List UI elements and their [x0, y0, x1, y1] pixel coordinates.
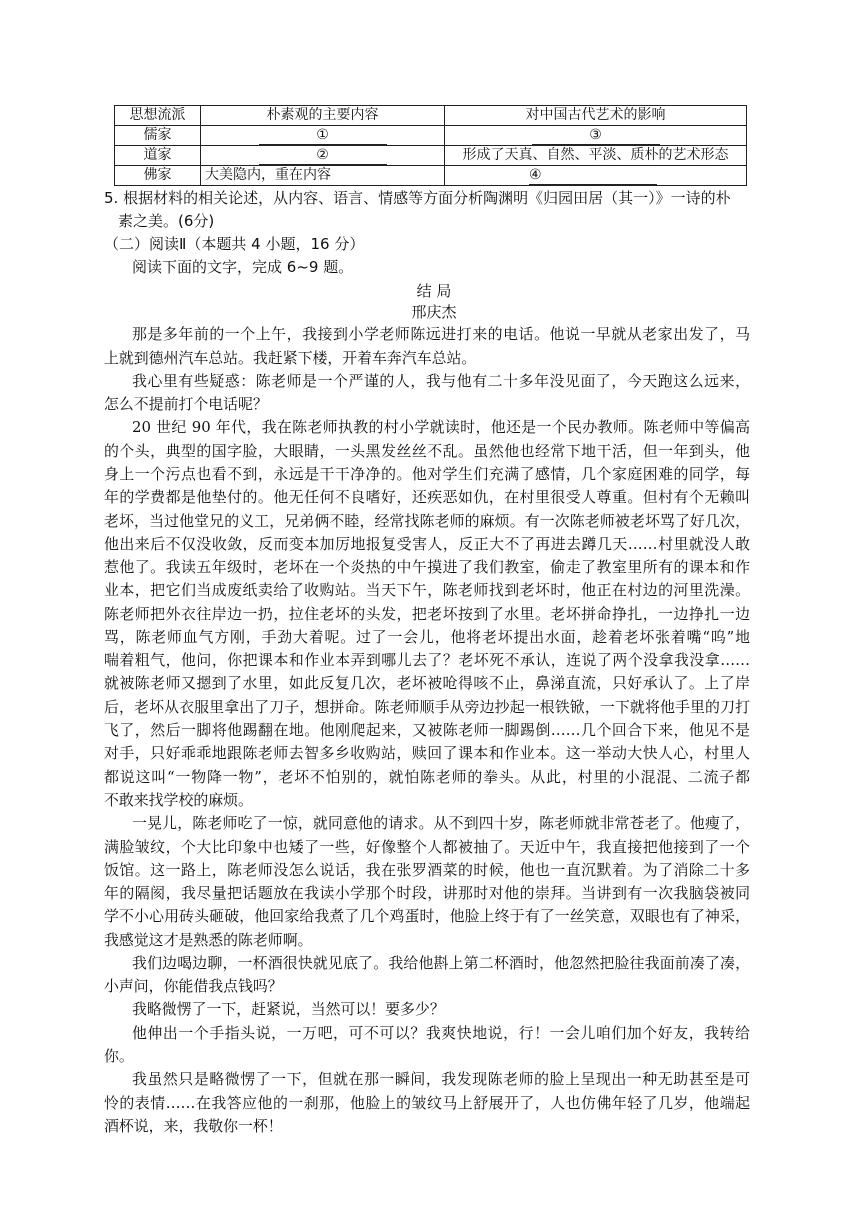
- story-line: 陈老师把外衣往岸边一扔，拉住老坏的头发，把老坏按到了水里。老坏拼命挣扎，一边挣扎一边: [104, 605, 750, 623]
- school-cell: 儒家: [115, 126, 201, 146]
- table-row: [115, 126, 747, 146]
- fill-blank: ②: [259, 147, 387, 165]
- section-heading: （二）阅读Ⅱ（本题共 4 小题，16 分）: [104, 235, 365, 253]
- story-line: 我略微愣了一下，赶紧说，当然可以！要多少？: [132, 1000, 445, 1018]
- story-line: 满脸皱纹，个大比印象中也矮了一些，好像整个人都被抽了。天近中午，我直接把他接到了一个: [104, 838, 750, 856]
- story-line: 上就到德州汽车总站。我赶紧下楼，开着车奔汽车总站。: [104, 349, 477, 367]
- content-cell: 大美隐内，重在内容: [201, 166, 445, 186]
- story-line: 都说这叫“一物降一物”，老坏不怕别的，就怕陈老师的拳头。从此，村里的小混混、二流子都: [104, 768, 750, 786]
- story-line: 他出来后不仅没收敛，反而变本加厉地报复受害人，反正大不了再进去蹲几天……村里就没人敢: [104, 535, 750, 553]
- story-line: 他伸出一个手指头说，一万吧，可不可以？我爽快地说，行！一会儿咱们加个好友，我转给: [132, 1024, 750, 1042]
- story-line: 年的隔阂，我尽量把话题放在我读小学那个时段，讲那时对他的崇拜。当讲到有一次我脑袋被同: [104, 884, 750, 902]
- influence-cell: 形成了天真、自然、平淡、质朴的艺术形态: [445, 146, 747, 166]
- story-line: 我虽然只是略微愣了一下，但就在那一瞬间，我发现陈老师的脸上呈现出一种无助甚至是可: [132, 1070, 750, 1088]
- table-header-cell: 思想流派: [115, 106, 201, 126]
- story-line: 我们边喝边聊，一杯酒很快就见底了。我给他斟上第二杯酒时，他忽然把脸往我面前凑了凑，: [132, 954, 750, 972]
- comparison-table: [114, 105, 747, 186]
- story-line: 酒杯说，来，我敬你一杯！: [104, 1117, 283, 1135]
- story-line: 年的学费都是他垫付的。他无任何不良嗜好，还疾恶如仇，在村里很受人尊重。但村有个无赖叫: [104, 488, 750, 506]
- story-line: 20 世纪 90 年代，我在陈老师执教的村小学就读时，他还是一个民办教师。陈老师中等偏高: [132, 418, 750, 436]
- story-line: 就被陈老师又摁到了水里，如此反复几次，老坏被呛得咳不止，鼻涕直流，只好承认了。上了岸: [104, 674, 750, 692]
- fill-blank: ③: [532, 127, 660, 145]
- story-line: 我感觉这才是熟悉的陈老师啊。: [104, 931, 313, 949]
- story-author: 邢庆杰: [411, 303, 457, 321]
- story-line: 业本，把它们当成废纸卖给了收购站。当天下午，陈老师找到老坏时，他正在村边的河里洗澡。: [104, 581, 750, 599]
- question-5-line-1: 5. 根据材料的相关论述，从内容、语言、情感等方面分析陶渊明《归园田居（其一）》一诗的朴: [104, 189, 731, 207]
- story-line: 小声问，你能借我点钱吗？: [104, 977, 283, 995]
- content-cell: [201, 126, 445, 146]
- influence-cell: [445, 166, 747, 186]
- table-row: [115, 166, 747, 186]
- table-header-cell: 朴素观的主要内容: [201, 106, 445, 126]
- story-line: 后，老坏从衣服里拿出了刀子，想拼命。陈老师顺手从旁边抄起一根铁锨，一下就将他手里的刀打: [104, 698, 750, 716]
- story-title: 结 局: [416, 282, 452, 300]
- story-line: 你。: [104, 1047, 134, 1065]
- school-cell: 道家: [115, 146, 201, 166]
- table-header-cell: 对中国古代艺术的影响: [445, 106, 747, 126]
- table-row: [115, 146, 747, 166]
- story-line: 我心里有些疑惑：陈老师是一个严谨的人，我与他有二十多年没见面了，今天跑这么远来，: [132, 372, 750, 390]
- story-line: 怎么不提前打个电话呢？: [104, 395, 268, 413]
- fill-blank: ①: [259, 127, 387, 145]
- fill-blank: ④: [529, 167, 657, 185]
- question-5-line-2: 素之美。(6分): [118, 212, 215, 230]
- story-line: 饭馆。这一路上，陈老师没怎么说话，我在张罗酒菜的时候，他也一直沉默着。为了消除二十多: [104, 861, 750, 879]
- story-line: 怜的表情……在我答应他的一刹那，他脸上的皱纹马上舒展开了，人也仿佛年轻了几岁，他端起: [104, 1094, 750, 1112]
- story-line: 的个头，典型的国字脸，大眼睛，一头黑发丝丝不乱。虽然他也经常下地干活，但一年到头，他: [104, 442, 750, 460]
- story-line: 学不小心用砖头砸破，他回家给我煮了几个鸡蛋时，他脸上终于有了一丝笑意，双眼也有了神采，: [104, 907, 750, 925]
- table-header-row: [115, 106, 747, 126]
- story-line: 骂，陈老师血气方刚，手劲大着呢。过了一会儿，他将老坏提出水面，趁着老坏张着嘴“呜”地: [104, 628, 750, 646]
- story-line: 老坏，当过他堂兄的义工，兄弟俩不睦，经常找陈老师的麻烦。有一次陈老师被老坏骂了好几次，: [104, 512, 750, 530]
- story-line: 对手，只好乖乖地跟陈老师去智多乡收购站，赎回了课本和作业本。这一举动大快人心，村里人: [104, 744, 750, 762]
- story-line: 那是多年前的一个上午，我接到小学老师陈远进打来的电话。他说一早就从老家出发了，马: [132, 325, 750, 343]
- story-line: 飞了，然后一脚将他踢翻在地。他刚爬起来，又被陈老师一脚踢倒……几个回合下来，他见不是: [104, 721, 750, 739]
- story-line: 一晃儿，陈老师吃了一惊，就同意他的请求。从不到四十岁，陈老师就非常苍老了。他瘦了，: [132, 814, 750, 832]
- influence-cell: [445, 126, 747, 146]
- school-cell: 佛家: [115, 166, 201, 186]
- story-line: 身上一个污点也看不到，永远是干干净净的。他对学生们充满了感情，几个家庭困难的同学，每: [104, 465, 750, 483]
- story-line: 不敢来找学校的麻烦。: [104, 791, 253, 809]
- content-cell: [201, 146, 445, 166]
- section-instruction: 阅读下面的文字，完成 6~9 题。: [132, 258, 354, 276]
- story-line: 惹他了。我读五年级时，老坏在一个炎热的中午摸进了我们教室，偷走了教室里所有的课本和作: [104, 558, 750, 576]
- story-line: 喘着粗气，他问，你把课本和作业本弄到哪儿去了？老坏死不承认，连说了两个没拿我没拿……: [104, 651, 750, 669]
